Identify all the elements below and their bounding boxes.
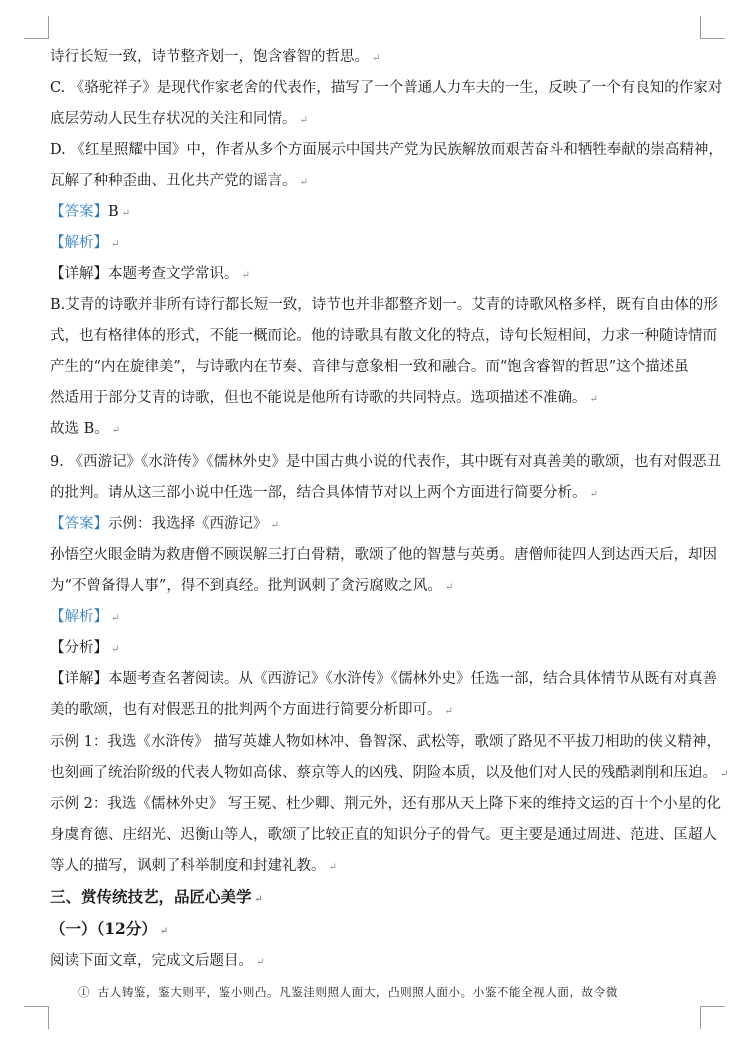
text-line: 的批判。请从这三部小说中任选一部，结合具体情节对以上两个方面进行简要分析。 ↵ — [50, 485, 598, 501]
text-line: 孙悟空火眼金睛为救唐僧不顾误解三打白骨精，歌颂了他的智慧与英勇。唐僧师徒四人到达西天后，却因 — [50, 547, 717, 563]
option-c-line: C. 《骆驼祥子》是现代作家老舍的代表作，描写了一个普通人力车夫的一生，反映了一个有良知的作家对 — [50, 80, 723, 96]
subsection-heading: （一）（12分） ↵ — [50, 919, 169, 938]
crop-mark-bottom-left — [24, 1006, 49, 1029]
question-9-line: 9. 《西游记》《水浒传》《儒林外史》是中国古典小说的代表作，其中既有对真善美的歌颂，也有对假恶丑 — [50, 454, 721, 470]
text-line: 诗行长短一致，诗节整齐划一，饱含睿智的哲思。 ↵ — [50, 49, 381, 65]
analysis-tag-line: 【解析】 ↵ — [50, 235, 120, 251]
passage-line: ① 古人铸鉴，鉴大则平，鉴小则凸。凡鉴洼则照人面大，凸则照人面小。小鉴不能全视人面，故令微 — [78, 985, 618, 999]
analysis-tag: 【解析】 — [50, 609, 108, 625]
option-d-line: D. 《红星照耀中国》中，作者从多个方面展示中国共产党为民族解放而艰苦奋斗和牺牲奉献的崇高精神， — [50, 142, 723, 158]
analysis-tag-line: 【解析】 ↵ — [50, 609, 120, 625]
crop-mark-top-right — [700, 16, 725, 39]
text-line: 也刻画了统治阶级的代表人物如高俅、蔡京等人的凶残、阴险本质，以及他们对人民的残酷剥削和压迫。 ↵ — [50, 765, 729, 781]
answer-tag: 【答案】 — [50, 204, 108, 220]
crop-mark-bottom-right — [700, 1006, 725, 1029]
text-line: 身虞育德、庄绍光、迟衡山等人，歌颂了比较正直的知识分子的骨气。更主要是通过周进、范进、匡超人 — [50, 827, 717, 843]
text-line: 示例 2：我选《儒林外史》 写王冕、杜少卿、荆元外，还有那从天上降下来的维持文运的百十个小星的化 — [50, 796, 721, 812]
detail-line: 【详解】本题考查文学常识。 ↵ — [50, 266, 250, 282]
text-line: 阅读下面文章，完成文后题目。 ↵ — [50, 953, 265, 969]
text-line: 式，也有格律体的形式，不能一概而论。他的诗歌具有散文化的特点，诗句长短相间，力求一种随诗情而 — [50, 328, 717, 344]
text-line: 【分析】 ↵ — [50, 640, 120, 656]
text-line: 底层劳动人民生存状况的关注和同情。 ↵ — [50, 111, 308, 127]
text-line: 美的歌颂，也有对假恶丑的批判两个方面进行简要分析即可。 ↵ — [50, 702, 453, 718]
text-line: B.艾青的诗歌并非所有诗行都长短一致，诗节也并非都整齐划一。艾青的诗歌风格多样，既有自由体的形 — [50, 297, 718, 313]
text-line: 等人的描写，讽刺了科举制度和封建礼教。 ↵ — [50, 858, 337, 874]
text-line: 瓦解了种种歪曲、丑化共产党的谣言。 ↵ — [50, 173, 308, 189]
crop-mark-top-left — [24, 16, 49, 39]
text-line: 故选 B。 ↵ — [50, 421, 121, 437]
detail-line: 【详解】本题考查名著阅读。从《西游记》《水浒传》《儒林外史》任选一部，结合具体情节从既有对真善 — [50, 671, 717, 687]
text-line: 然适用于部分艾青的诗歌，但也不能说是他所有诗歌的共同特点。选项描述不准确。 ↵ — [50, 390, 598, 406]
text-line: 为“不曾备得人事”，得不到真经。批判讽刺了贪污腐败之风。 ↵ — [50, 578, 454, 594]
text-line: 示例 1：我选《水浒传》 描写英雄人物如林冲、鲁智深、武松等，歌颂了路见不平拔刀相助的侠义精神， — [50, 734, 721, 750]
answer-tag: 【答案】 — [50, 516, 108, 532]
text-line: 产生的“内在旋律美”，与诗歌内在节奏、音律与意象相一致和融合。而“饱含睿智的哲思”这个描述虽 — [50, 359, 689, 375]
section-heading: 三、赏传统技艺，品匠心美学 ↵ — [50, 887, 263, 906]
analysis-tag: 【解析】 — [50, 235, 108, 251]
answer-line: 【答案】B ↵ — [50, 204, 131, 220]
answer-line: 【答案】示例：我选择《西游记》 ↵ — [50, 516, 279, 532]
